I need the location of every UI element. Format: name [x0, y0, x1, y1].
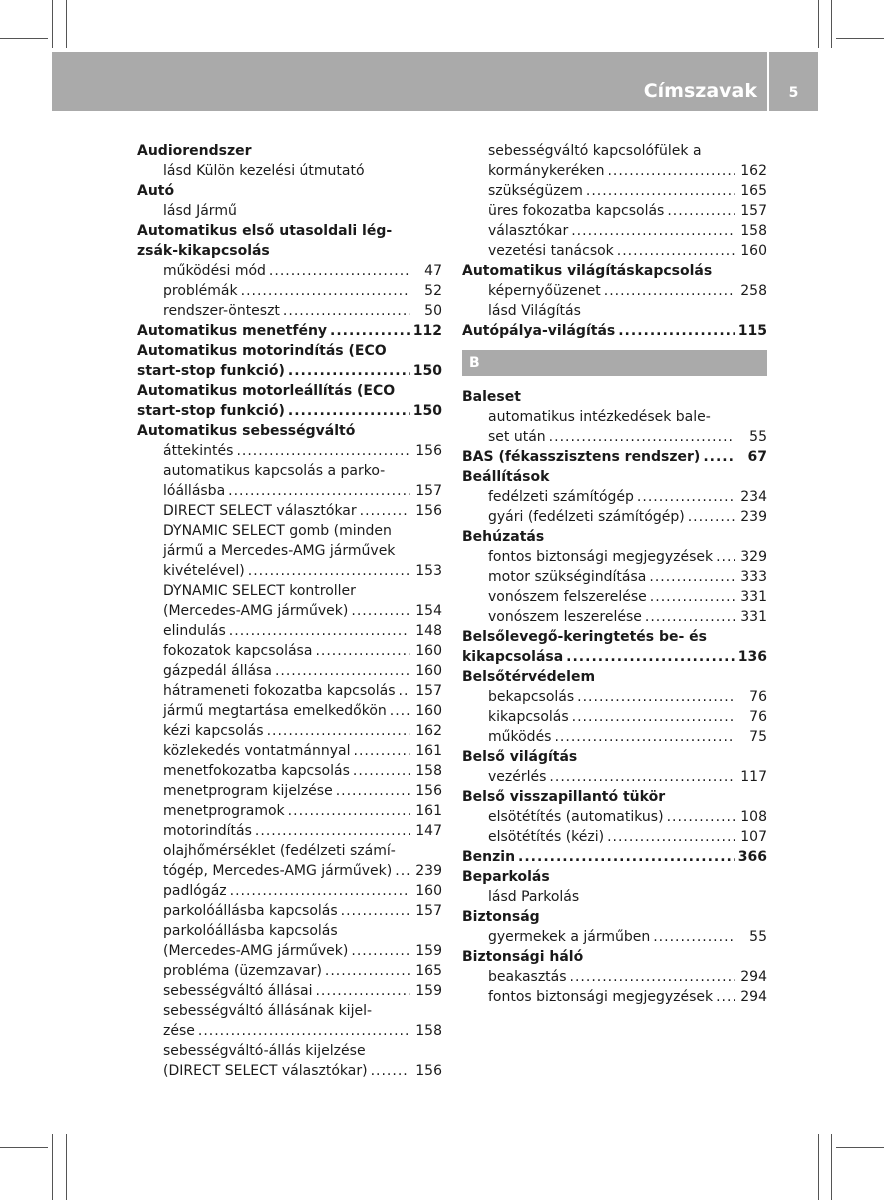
index-subentry: [137, 881, 442, 901]
crop-mark: [0, 1147, 48, 1148]
entry-text: beakasztás: [488, 969, 567, 985]
entry-text: elsötétítés (kézi): [488, 829, 605, 845]
page-reference: 160: [415, 643, 442, 659]
entry-text: vezetési tanácsok: [488, 243, 614, 259]
index-entry: [137, 401, 442, 421]
entry-text: hátrameneti fokozatba kapcsolás: [163, 683, 396, 699]
index-entry: Automatikus világításkapcsolás: [462, 263, 713, 279]
dot-leader: [353, 761, 410, 781]
dot-leader: [341, 901, 410, 921]
dot-leader: [267, 721, 410, 741]
entry-text: problémák: [163, 283, 238, 299]
index-entry: Autó: [137, 183, 175, 199]
header-bar: [52, 52, 767, 111]
page-reference: 162: [740, 163, 767, 179]
dot-leader: [336, 781, 410, 801]
page-reference: 160: [415, 883, 442, 899]
page-reference: 156: [415, 783, 442, 799]
entry-text: kikapcsolás: [488, 709, 569, 725]
entry-text: DIRECT SELECT választókar: [163, 503, 357, 519]
page-reference: 158: [740, 223, 767, 239]
entry-text: (Mercedes-AMG járművek): [163, 943, 349, 959]
dot-leader: [241, 281, 410, 301]
index-subentry: [137, 301, 442, 321]
page-reference: 159: [415, 943, 442, 959]
index-entry: Automatikus motorleállítás (ECO: [137, 383, 396, 399]
page-reference: 161: [415, 743, 442, 759]
entry-text: gyermekek a járműben: [488, 929, 651, 945]
index-subentry: [462, 281, 767, 301]
entry-text: fontos biztonsági megjegyzések: [488, 549, 714, 565]
entry-text: gyári (fedélzeti számítógép): [488, 509, 685, 525]
entry-text: parkolóállásba kapcsolás: [163, 903, 338, 919]
page-reference: 55: [749, 429, 767, 445]
page-reference: 153: [415, 563, 442, 579]
index-subentry: [462, 927, 767, 947]
page-reference: 157: [415, 483, 442, 499]
page-reference: 165: [740, 183, 767, 199]
index-subentry: [462, 827, 767, 847]
dot-leader: [315, 641, 410, 661]
dot-leader: [572, 707, 735, 727]
index-subentry: [462, 427, 767, 447]
index-subentry: lásd Világítás: [488, 303, 581, 319]
index-subentry: lásd Parkolás: [488, 889, 580, 905]
page-reference: 67: [747, 449, 767, 465]
index-subentry: [462, 161, 767, 181]
index-subentry: lásd Jármű: [163, 203, 237, 219]
crop-mark: [52, 1134, 53, 1200]
dot-leader: [716, 547, 735, 567]
page-reference: 147: [415, 823, 442, 839]
page-reference: 161: [415, 803, 442, 819]
dot-leader: [667, 201, 735, 221]
index-subentry: [137, 821, 442, 841]
dot-leader: [570, 967, 735, 987]
page-reference: 154: [415, 603, 442, 619]
dot-leader: [325, 961, 410, 981]
page-reference: 333: [740, 569, 767, 585]
index-subentry: sebességváltó állásának kijel-: [163, 1003, 373, 1019]
crop-mark: [818, 0, 819, 48]
page-reference: 75: [749, 729, 767, 745]
index-subentry: [137, 721, 442, 741]
index-subentry: [137, 501, 442, 521]
dot-leader: [248, 561, 410, 581]
index-entry: Belső visszapillantó tükör: [462, 789, 666, 805]
entry-text: start-stop funkció): [137, 363, 285, 379]
index-subentry: [137, 481, 442, 501]
dot-leader: [650, 587, 735, 607]
dot-leader: [586, 181, 735, 201]
dot-leader: [649, 567, 735, 587]
dot-leader: [653, 927, 735, 947]
index-entry: [462, 447, 767, 467]
page-reference: 76: [749, 689, 767, 705]
dot-leader: [315, 981, 410, 1001]
index-entry: [137, 361, 442, 381]
entry-text: elindulás: [163, 623, 226, 639]
page-reference: 157: [415, 683, 442, 699]
dot-leader: [703, 447, 735, 467]
entry-text: menetprogram kijelzése: [163, 783, 333, 799]
dot-leader: [667, 807, 735, 827]
entry-text: rendszer-önteszt: [163, 303, 280, 319]
index-entry: Belsőlevegő-keringtetés be- és: [462, 629, 708, 645]
entry-text: menetprogramok: [163, 803, 285, 819]
crop-mark: [836, 38, 884, 39]
index-entry: Belső világítás: [462, 749, 578, 765]
entry-text: Automatikus menetfény: [137, 323, 328, 339]
index-entry: Automatikus motorindítás (ECO: [137, 343, 387, 359]
index-subentry: [137, 941, 442, 961]
entry-text: fontos biztonsági megjegyzések: [488, 989, 714, 1005]
entry-text: fokozatok kapcsolása: [163, 643, 313, 659]
index-subentry: [462, 241, 767, 261]
dot-leader: [607, 827, 735, 847]
index-entry: [137, 321, 442, 341]
dot-leader: [604, 281, 735, 301]
dot-leader: [288, 361, 410, 381]
page-reference: 157: [415, 903, 442, 919]
crop-mark: [836, 1147, 884, 1148]
dot-leader: [236, 441, 410, 461]
index-subentry: parkolóállásba kapcsolás: [163, 923, 338, 939]
crop-mark: [0, 38, 48, 39]
page-reference: 158: [415, 763, 442, 779]
index-subentry: [137, 961, 442, 981]
dot-leader: [549, 427, 735, 447]
entry-text: (Mercedes-AMG járművek): [163, 603, 349, 619]
dot-leader: [549, 767, 735, 787]
index-subentry: [137, 681, 442, 701]
index-subentry: jármű a Mercedes-AMG járművek: [163, 543, 396, 559]
page-reference: 239: [740, 509, 767, 525]
index-subentry: [137, 621, 442, 641]
entry-text: padlógáz: [163, 883, 227, 899]
entry-text: BAS (fékasszisztens rendszer): [462, 449, 701, 465]
index-subentry: [462, 987, 767, 1007]
index-entry: Belsőtérvédelem: [462, 669, 596, 685]
index-subentry: [462, 181, 767, 201]
index-entry: Biztonsági háló: [462, 949, 584, 965]
dot-leader: [230, 881, 410, 901]
dot-leader: [283, 301, 410, 321]
dot-leader: [198, 1021, 410, 1041]
entry-text: lóállásba: [163, 483, 226, 499]
index-column-left: [137, 141, 442, 1081]
page-reference: 165: [415, 963, 442, 979]
index-subentry: [462, 567, 767, 587]
index-subentry: [462, 707, 767, 727]
entry-text: működési mód: [163, 263, 266, 279]
page-reference: 136: [737, 649, 767, 665]
entry-text: Autópálya-világítás: [462, 323, 616, 339]
entry-text: set után: [488, 429, 546, 445]
entry-text: üres fokozatba kapcsolás: [488, 203, 665, 219]
page-reference: 47: [424, 263, 442, 279]
index-entry: Beparkolás: [462, 869, 550, 885]
dot-leader: [618, 321, 735, 341]
index-subentry: [462, 201, 767, 221]
dot-leader: [354, 741, 411, 761]
page-reference: 294: [740, 989, 767, 1005]
index-subentry: automatikus intézkedések bale-: [488, 409, 711, 425]
index-subentry: [137, 601, 442, 621]
entry-text: tógép, Mercedes-AMG járművek): [163, 863, 393, 879]
section-header: B: [462, 350, 767, 376]
index-entry: Behúzatás: [462, 529, 545, 545]
dot-leader: [716, 987, 735, 1007]
index-subentry: [137, 701, 442, 721]
index-subentry: [462, 487, 767, 507]
page-reference: 160: [740, 243, 767, 259]
index-entry: zsák-kikapcsolás: [137, 243, 270, 259]
dot-leader: [390, 701, 410, 721]
page-reference: 150: [412, 363, 442, 379]
dot-leader: [607, 161, 735, 181]
index-subentry: [462, 967, 767, 987]
entry-text: fedélzeti számítógép: [488, 489, 634, 505]
index-subentry: [462, 687, 767, 707]
entry-text: probléma (üzemzavar): [163, 963, 322, 979]
index-subentry: [462, 507, 767, 527]
entry-text: működés: [488, 729, 552, 745]
entry-text: menetfokozatba kapcsolás: [163, 763, 350, 779]
entry-text: bekapcsolás: [488, 689, 575, 705]
index-entry: Beállítások: [462, 469, 550, 485]
index-subentry: [137, 761, 442, 781]
index-entry: Audiorendszer: [137, 143, 252, 159]
dot-leader: [617, 241, 735, 261]
dot-leader: [229, 621, 410, 641]
crop-mark: [831, 0, 832, 48]
dot-leader: [288, 801, 410, 821]
entry-text: vonószem leszerelése: [488, 609, 642, 625]
index-subentry: [137, 801, 442, 821]
dot-leader: [255, 821, 410, 841]
entry-text: jármű megtartása emelkedőkön: [163, 703, 387, 719]
entry-text: képernyőüzenet: [488, 283, 601, 299]
page-reference: 160: [415, 663, 442, 679]
dot-leader: [637, 487, 735, 507]
crop-mark: [52, 0, 53, 48]
page-reference: 162: [415, 723, 442, 739]
page-reference: 160: [415, 703, 442, 719]
entry-text: kormánykeréken: [488, 163, 605, 179]
page-reference: 108: [740, 809, 767, 825]
entry-text: kivételével): [163, 563, 245, 579]
index-column-right: [462, 141, 767, 1007]
index-subentry: [137, 781, 442, 801]
entry-text: szükségüzem: [488, 183, 583, 199]
index-subentry: [137, 981, 442, 1001]
page-reference: 157: [740, 203, 767, 219]
index-entry: Automatikus sebességváltó: [137, 423, 356, 439]
page-reference: 115: [737, 323, 767, 339]
page-reference: 150: [412, 403, 442, 419]
dot-leader: [288, 401, 410, 421]
dot-leader: [554, 727, 735, 747]
index-subentry: [137, 861, 442, 881]
entry-text: elsötétítés (automatikus): [488, 809, 664, 825]
page-reference: 107: [740, 829, 767, 845]
index-entry: Biztonság: [462, 909, 540, 925]
page-reference: 331: [740, 589, 767, 605]
index-entry: [462, 321, 767, 341]
index-subentry: [137, 1021, 442, 1041]
page-reference: 76: [749, 709, 767, 725]
entry-text: választókar: [488, 223, 569, 239]
index-subentry: lásd Külön kezelési útmutató: [163, 163, 365, 179]
dot-leader: [228, 481, 410, 501]
dot-leader: [269, 261, 410, 281]
page-reference: 52: [424, 283, 442, 299]
index-entry: [462, 847, 767, 867]
index-subentry: [137, 901, 442, 921]
page-reference: 159: [415, 983, 442, 999]
page-title: Címszavak: [643, 80, 757, 102]
dot-leader: [571, 221, 735, 241]
page-reference: 156: [415, 443, 442, 459]
dot-leader: [330, 321, 410, 341]
index-subentry: [462, 767, 767, 787]
page-reference: 156: [415, 503, 442, 519]
dot-leader: [360, 501, 410, 521]
entry-text: motor szükségindítása: [488, 569, 647, 585]
page-reference: 156: [415, 1063, 442, 1079]
dot-leader: [399, 681, 411, 701]
page-reference: 239: [415, 863, 442, 879]
index-subentry: [462, 547, 767, 567]
index-subentry: [137, 261, 442, 281]
entry-text: áttekintés: [163, 443, 234, 459]
dot-leader: [577, 687, 735, 707]
index-subentry: sebességváltó-állás kijelzése: [163, 1043, 366, 1059]
index-entry: [462, 647, 767, 667]
index-subentry: [462, 807, 767, 827]
index-subentry: [137, 441, 442, 461]
page-number: 5: [788, 85, 799, 101]
entry-text: vezérlés: [488, 769, 547, 785]
index-subentry: olajhőmérséklet (fedélzeti számí-: [163, 843, 396, 859]
dot-leader: [371, 1061, 410, 1081]
index-subentry: [137, 741, 442, 761]
entry-text: motorindítás: [163, 823, 252, 839]
index-subentry: [462, 221, 767, 241]
entry-text: zése: [163, 1023, 195, 1039]
index-subentry: [462, 607, 767, 627]
page-reference: 117: [740, 769, 767, 785]
crop-mark: [66, 0, 67, 48]
crop-mark: [818, 1134, 819, 1200]
dot-leader: [351, 941, 410, 961]
entry-text: gázpedál állása: [163, 663, 272, 679]
page-reference: 112: [412, 323, 442, 339]
crop-mark: [66, 1134, 67, 1200]
entry-text: Benzin: [462, 849, 516, 865]
dot-leader: [566, 647, 735, 667]
page-reference: 158: [415, 1023, 442, 1039]
entry-text: kikapcsolása: [462, 649, 564, 665]
index-subentry: DYNAMIC SELECT gomb (minden: [163, 523, 392, 539]
page-reference: 234: [740, 489, 767, 505]
dot-leader: [395, 861, 410, 881]
index-subentry: [137, 281, 442, 301]
entry-text: kézi kapcsolás: [163, 723, 264, 739]
index-subentry: sebességváltó kapcsolófülek a: [488, 143, 702, 159]
index-subentry: [462, 587, 767, 607]
page-reference: 294: [740, 969, 767, 985]
entry-text: sebességváltó állásai: [163, 983, 313, 999]
entry-text: vonószem felszerelése: [488, 589, 647, 605]
index-entry: Baleset: [462, 389, 521, 405]
page-reference: 329: [740, 549, 767, 565]
page-reference: 366: [737, 849, 767, 865]
dot-leader: [351, 601, 410, 621]
entry-text: (DIRECT SELECT választókar): [163, 1063, 368, 1079]
page-reference: 55: [749, 929, 767, 945]
index-subentry: [137, 1061, 442, 1081]
entry-text: közlekedés vontatmánnyal: [163, 743, 351, 759]
index-subentry: [462, 727, 767, 747]
page-reference: 148: [415, 623, 442, 639]
index-subentry: automatikus kapcsolás a parko-: [163, 463, 386, 479]
entry-text: start-stop funkció): [137, 403, 285, 419]
index-subentry: [137, 661, 442, 681]
page-reference: 258: [740, 283, 767, 299]
page-number-box: [769, 52, 818, 111]
crop-mark: [831, 1134, 832, 1200]
dot-leader: [518, 847, 735, 867]
dot-leader: [275, 661, 410, 681]
index-subentry: [137, 561, 442, 581]
dot-leader: [688, 507, 735, 527]
page-reference: 331: [740, 609, 767, 625]
index-subentry: DYNAMIC SELECT kontroller: [163, 583, 356, 599]
index-subentry: [137, 641, 442, 661]
index-entry: Automatikus első utasoldali lég-: [137, 223, 393, 239]
page-reference: 50: [424, 303, 442, 319]
dot-leader: [645, 607, 735, 627]
